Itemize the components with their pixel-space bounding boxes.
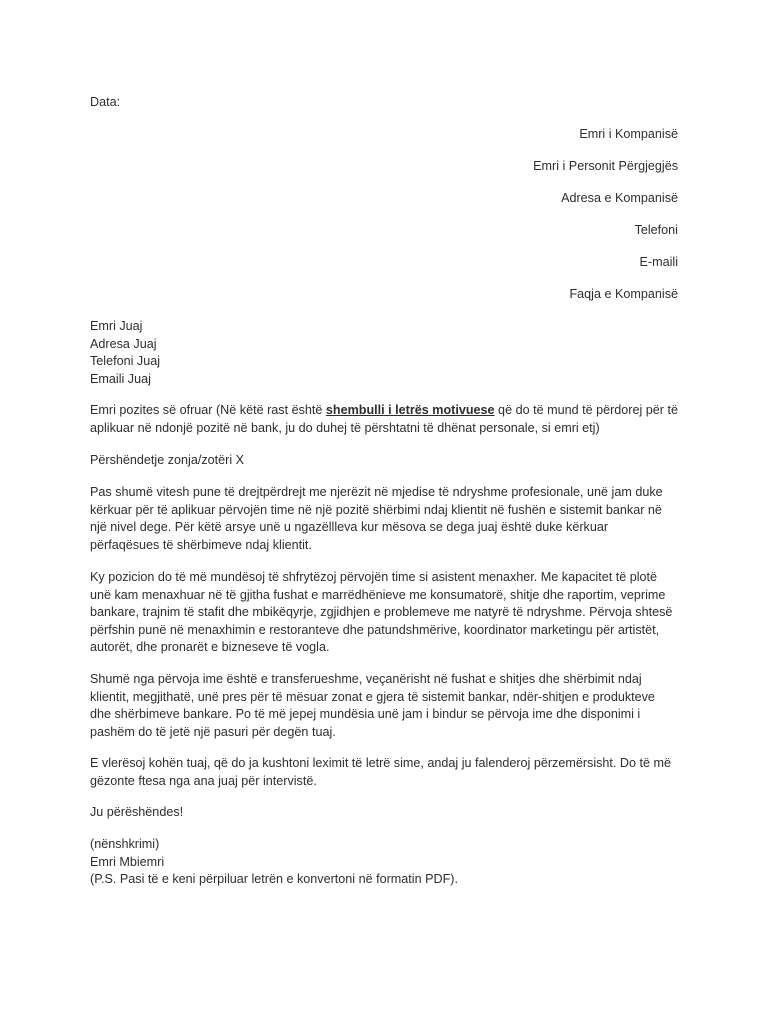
sender-name: Emri Juaj	[90, 319, 143, 333]
sender-address: Adresa Juaj	[90, 336, 157, 351]
body-paragraph: Ky pozicion do të më mundësoj të shfrytëzoj përvojën time si asistent menaxher. Me kapacitet të plotë unë kam menaxhuar në të gjitha fushat e marrëdhënieve me konsumatorë, shitje dhe raportim, veprime bankare, trajnim të stafit dhe mbikëqyrje, zgjidhjen e problemeve me natyrë të ndryshme. Përvoja shtesë përfshin punë në menaxhimin e restoranteve dhe patundshmërive, koordinator marketingu për artistët, autorët, dhe pronarët e bizneseve të vogla.	[90, 570, 673, 655]
letter-sample-link[interactable]: shembulli i letrës motivuese	[325, 403, 495, 417]
greeting: Përshëndetje zonja/zotëri X	[90, 453, 245, 467]
signature-block	[90, 836, 678, 889]
sender-phone: Telefoni Juaj	[90, 354, 161, 369]
body-paragraph: Pas shumë vitesh pune të drejtpërdrejt me njerëzit në mjedise të ndryshme profesionale, unë jam duke kërkuar për të aplikuar përvojën time në një pozitë shërbimi ndaj klientit në fushën e sistemit bankar në një nivel dege. Për këtë arsye unë u ngazëllleva kur mësova se dega juaj është duke kërkuar përfaqësues të shërbimeve ndaj klientit.	[90, 485, 663, 552]
body-paragraph: E vlerësoj kohën tuaj, që do ja kushtoni leximit të letrë sime, andaj ju falenderoj përzemërsisht. Do të më gëzonte ftesa nga ana juaj për intervistë.	[90, 756, 672, 788]
body-paragraph: Shumë nga përvoja ime është e transferueshme, veçanërisht në fushat e shitjes dhe shërbimit ndaj klientit, megjithatë, unë pres për të mësuar zonat e gjera të sistemit bankar, ndër-shitjen e produkteve dhe shërbimeve bankare. Po të më jepej mundësia unë jam i bindur se përvoja ime dhe disponimi i pashëm do të jetë një pasuri për degën tuaj.	[90, 672, 655, 739]
letter-page	[90, 0, 678, 1024]
signature-name: Emri Mbiemri	[90, 854, 165, 869]
recipient-phone: Telefoni	[634, 223, 678, 237]
recipient-responsible-person: Emri i Personit Përgjegjës	[533, 159, 678, 173]
recipient-company-page: Faqja e Kompanisë	[569, 287, 678, 301]
recipient-company-name: Emri i Kompanisë	[579, 127, 678, 141]
position-paragraph	[90, 402, 678, 437]
recipient-email: E-maili	[639, 255, 678, 269]
signature-note: (P.S. Pasi të e keni përpiluar letrën e konvertoni në formatin PDF).	[90, 872, 458, 887]
recipient-company-address: Adresa e Kompanisë	[561, 191, 678, 205]
date-label: Data:	[90, 95, 121, 109]
signature-placeholder: (nënshkrimi)	[90, 837, 160, 851]
position-text-before: Emri pozites së ofruar (Në këtë rast është	[90, 403, 326, 417]
sender-block	[90, 318, 678, 388]
sender-email: Emaili Juaj	[90, 371, 151, 386]
position-text-after: që do të mund të përdorej për të aplikuar në ndonjë pozitë në bank, ju do duhej të përshtatni të dhënat personale, si emri etj)	[90, 403, 678, 435]
closing: Ju përëshëndes!	[90, 805, 184, 819]
